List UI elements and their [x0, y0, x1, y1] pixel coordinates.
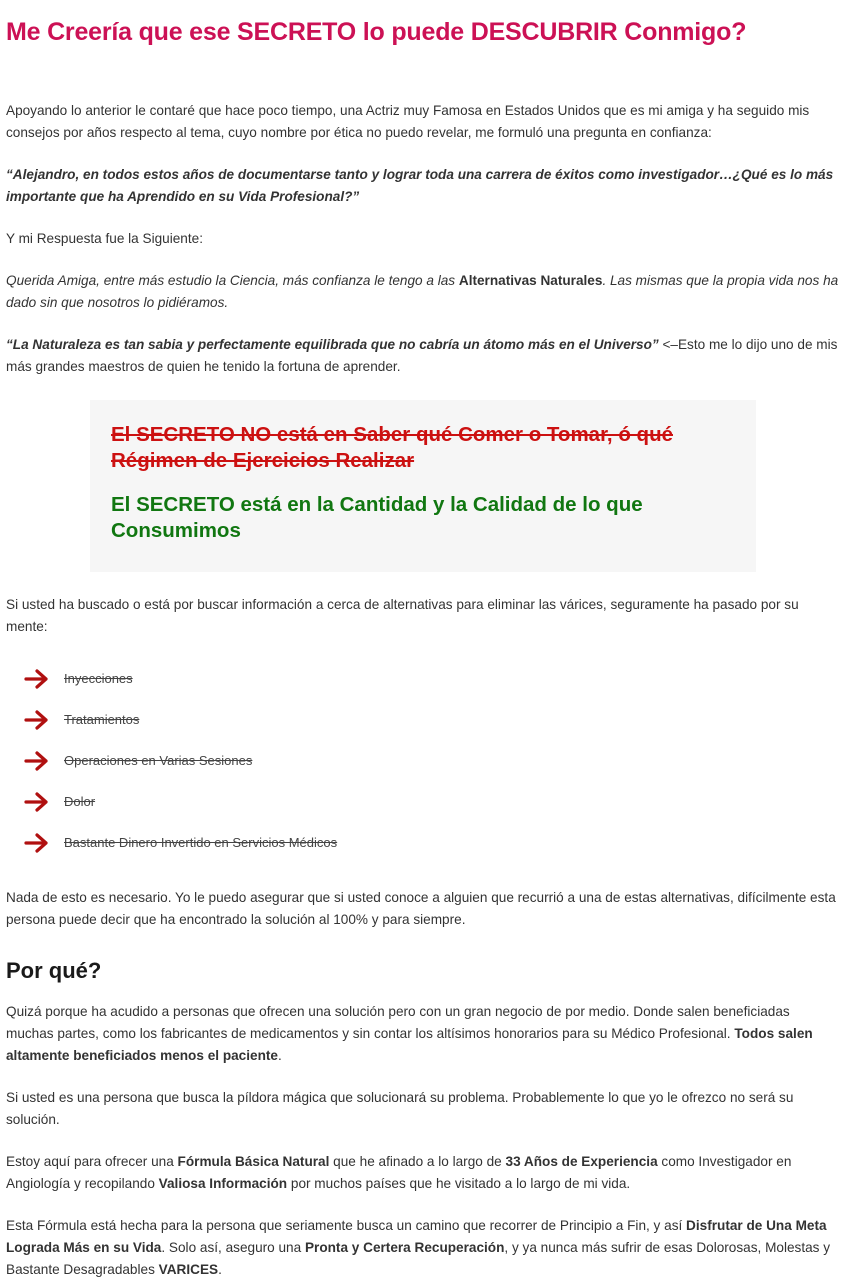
why-text-c: . [277, 1048, 282, 1063]
why-text-bold: Todos salen altamente beneficiados menos el paciente [6, 1026, 813, 1063]
list-item-label: Bastante Dinero Invertido en Servicios Médicos [64, 835, 338, 850]
right-arrow-icon [24, 668, 50, 690]
paragraph-intro: Apoyando lo anterior le contaré que hace poco tiempo, una Actriz muy Famosa en Estados Unidos que es mi amiga y ha seguido mis consejos por años respecto al tema, cuyo nombre por ética no puedo revelar, me formuló una pregunta en confianza: [6, 103, 810, 140]
purpose-text-b: Disfrutar de Una Meta Lograda Más en su Vida [6, 1218, 827, 1255]
right-arrow-icon [24, 750, 50, 772]
paragraph-formula-purpose [6, 1215, 841, 1281]
list-item [6, 781, 841, 822]
paragraph-answer [6, 270, 841, 314]
right-arrow-icon [24, 709, 50, 731]
formula-text-d: 33 Años de Experiencia [505, 1154, 658, 1169]
purpose-text-f: VARICES [158, 1262, 219, 1277]
paragraph-options-intro: Si usted ha buscado o está por buscar información a cerca de alternativas para eliminar las várices, seguramente ha pasado por su mente: [6, 597, 799, 634]
list-item [6, 699, 841, 740]
nature-quote-attribution: <–Esto me lo dijo uno de mis más grandes maestros de quien he tenido la fortuna de aprender. [6, 337, 838, 374]
list-item-label: Inyecciones [64, 671, 133, 686]
formula-text-b: Fórmula Básica Natural [177, 1154, 330, 1169]
why-text-a: Quizá porque ha acudido a personas que ofrecen una solución pero con un gran negocio de por medio. Donde salen beneficiadas muchas partes, como los fabricantes de medicamentos y sin contar los altísimos honorarios para su Médico Profesional. [6, 1004, 790, 1041]
callout-secret: El SECRETO está en la Cantidad y la Calidad de lo que Consumimos [111, 493, 643, 542]
answer-text-bold: Alternativas Naturales [458, 273, 603, 288]
list-item [6, 658, 841, 699]
list-item [6, 822, 841, 863]
formula-text-e: como Investigador en Angiología y recopilando [6, 1154, 792, 1191]
secret-callout-box [90, 400, 756, 572]
purpose-text-a: Esta Fórmula está hecha para la persona que seriamente busca un camino que recorrer de Principio a Fin, y así [6, 1218, 687, 1233]
purpose-text-d: Pronta y Certera Recuperación [304, 1240, 505, 1255]
answer-text-c: . Las mismas que la propia vida nos ha dado sin que nosotros lo pidiéramos. [6, 273, 839, 310]
list-item-label: Operaciones en Varias Sesiones [64, 753, 253, 768]
purpose-text-g: . [218, 1262, 222, 1277]
right-arrow-icon [24, 832, 50, 854]
crossed-options-list [6, 658, 841, 863]
right-arrow-icon [24, 791, 50, 813]
nature-quote: “La Naturaleza es tan sabia y perfectamente equilibrada que no cabría un átomo más en el Universo” [6, 337, 659, 352]
list-item-label: Tratamientos [64, 712, 140, 727]
list-item-label: Dolor [64, 794, 96, 809]
paragraph-why [6, 1001, 841, 1067]
paragraph-not-necessary: Nada de esto es necesario. Yo le puedo asegurar que si usted conoce a alguien que recurrió a una de estas alternativas, difícilmente esta persona puede decir que ha encontrado la solución al 100% y para siempre. [6, 890, 836, 927]
formula-text-c: que he afinado a lo largo de [329, 1154, 506, 1169]
page-title: Me Creería que ese SECRETO lo puede DESCUBRIR Conmigo? [6, 18, 747, 46]
purpose-text-e: , y ya nunca más sufrir de esas Dolorosas, Molestas y Bastante Desagradables [6, 1240, 831, 1277]
list-item [6, 740, 841, 781]
formula-text-a: Estoy aquí para ofrecer una [6, 1154, 178, 1169]
quote-question: “Alejandro, en todos estos años de documentarse tanto y lograr toda una carrera de éxitos como investigador…¿Qué es lo más importante que ha Aprendido en su Vida Profesional?” [6, 167, 834, 204]
paragraph-answer-intro: Y mi Respuesta fue la Siguiente: [6, 231, 203, 246]
paragraph-nature-quote [6, 334, 841, 378]
paragraph-formula [6, 1151, 841, 1195]
formula-text-f: Valiosa Información [158, 1176, 288, 1191]
answer-text-a: Querida Amiga, entre más estudio la Ciencia, más confianza le tengo a las [6, 273, 459, 288]
article [6, 0, 841, 1281]
section-heading-why: Por qué? [6, 958, 102, 983]
purpose-text-c: . Solo así, aseguro una [161, 1240, 305, 1255]
paragraph-magic-pill: Si usted es una persona que busca la píldora mágica que solucionará su problema. Probablemente lo que yo le ofrezco no será su solución. [6, 1090, 794, 1127]
formula-text-g: por muchos países que he visitado a lo largo de mi vida. [287, 1176, 631, 1191]
callout-strikethrough: El SECRETO NO está en Saber qué Comer o Tomar, ó qué Régimen de Ejercicios Realizar [111, 423, 673, 472]
